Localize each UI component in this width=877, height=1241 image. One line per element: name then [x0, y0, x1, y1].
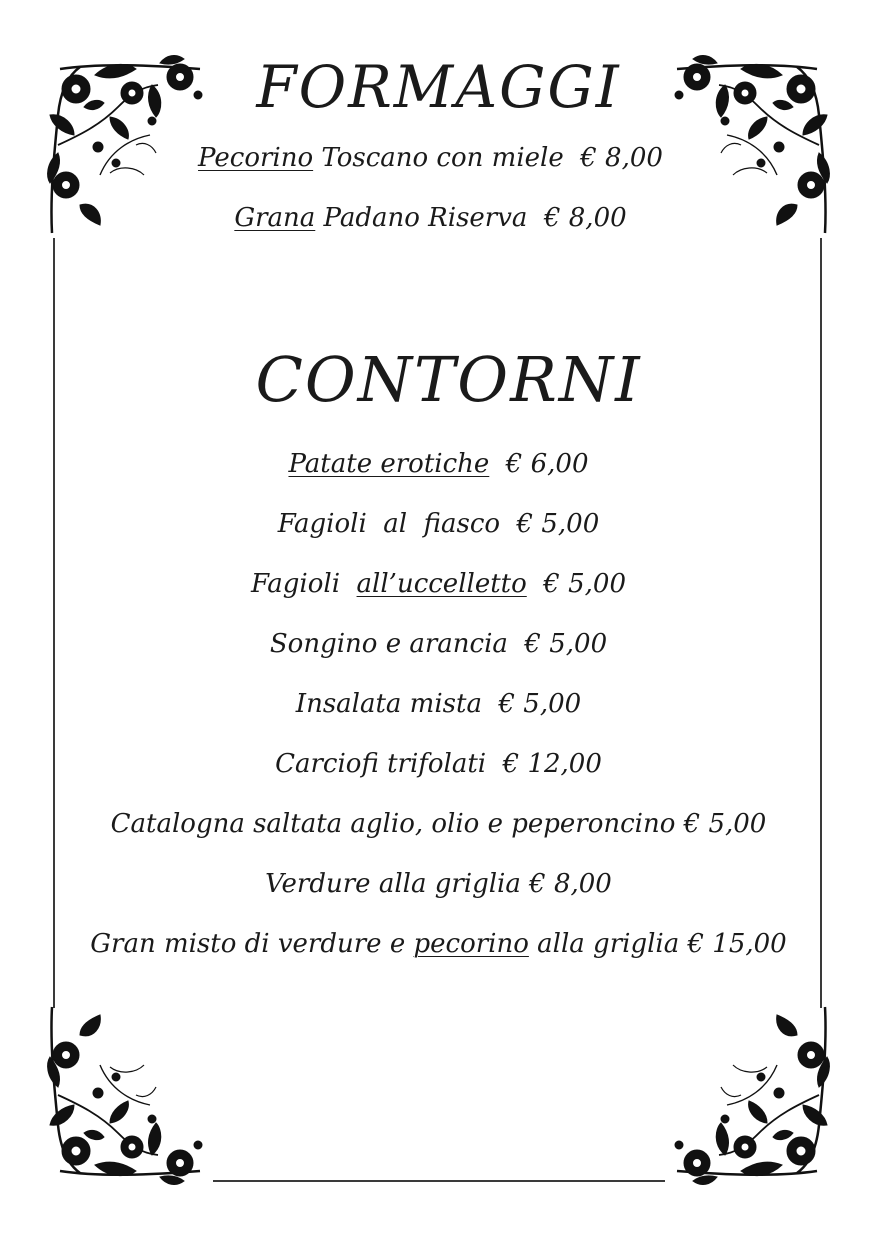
underlined-item-text: Pecorino — [198, 143, 314, 173]
contorni-title: CONTORNI — [255, 343, 642, 416]
menu-item — [0, 686, 877, 722]
menu-item — [0, 806, 877, 842]
menu-item — [0, 746, 877, 782]
menu-item — [0, 506, 877, 542]
item-text: Insalata mista € 5,00 — [295, 689, 582, 719]
item-text: Toscano con miele € 8,00 — [313, 143, 663, 173]
menu-item — [0, 446, 877, 482]
item-text: Carciofi trifolati € 12,00 — [275, 749, 602, 779]
item-text: Fagioli al fiasco € 5,00 — [277, 509, 600, 539]
item-text: Catalogna saltata aglio, olio e peperoncino € 5,00 — [110, 809, 767, 839]
item-text: Verdure alla griglia € 8,00 — [265, 869, 612, 899]
menu-item — [0, 566, 877, 602]
item-text: € 5,00 — [526, 569, 626, 599]
frame-line-bottom — [213, 1180, 665, 1182]
floral-corner-icon — [667, 1005, 837, 1185]
item-text: Gran misto di verdure e — [90, 929, 414, 959]
floral-corner-icon — [40, 1005, 210, 1185]
menu-item — [0, 926, 877, 962]
item-text: Padano Riserva € 8,00 — [315, 203, 627, 233]
menu-item — [0, 140, 869, 176]
item-text: Fagioli — [250, 569, 357, 599]
menu-item — [0, 200, 869, 236]
menu-item — [0, 866, 877, 902]
item-text: € 6,00 — [489, 449, 589, 479]
formaggi-title: FORMAGGI — [256, 53, 621, 121]
item-text: alla griglia € 15,00 — [528, 929, 787, 959]
underlined-item-text: Patate erotiche — [288, 449, 490, 479]
underlined-item-text: all’uccelletto — [356, 569, 527, 599]
item-text: Songino e arancia € 5,00 — [269, 629, 608, 659]
menu-item — [0, 626, 877, 662]
underlined-item-text: Grana — [234, 203, 316, 233]
underlined-item-text: pecorino — [413, 929, 529, 959]
